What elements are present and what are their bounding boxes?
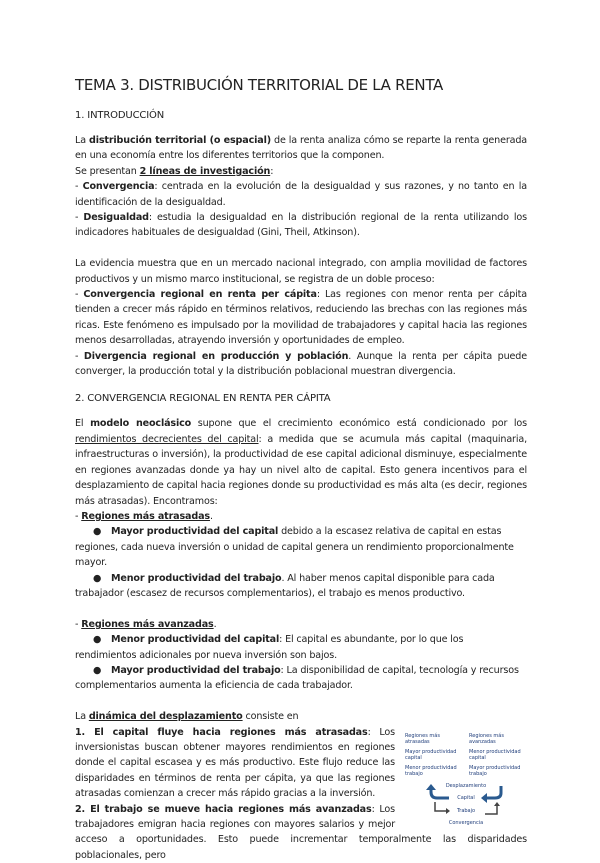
arrow-icon	[494, 802, 500, 806]
bullet-item: ● Menor productividad del trabajo. Al haber menos capital disponible para cada trabajador (escasez de recursos complementarios), el trabajo es menos productivo.	[75, 572, 495, 599]
document-body	[75, 74, 527, 863]
diagram-label: Regiones más avanzadas	[469, 732, 504, 745]
list-item: - Convergencia regional en renta per cápita: Las regiones con menor renta per cápita tienden a crecer más rápido en términos relativos, reduciendo las brechas con las regiones más ricas. Este fenómeno es impulsado por la movilidad de trabajadores y capital hacia las regiones menos desarrolladas, atrayendo inversión y oportunidades de empleo.	[75, 289, 527, 347]
displacement-diagram	[405, 733, 527, 827]
list-item: - Desigualdad: estudia la desigualdad en la distribución regional de la renta utilizando los indicadores habituales de desigualdad (Gini, Theil, Atkinson).	[75, 212, 527, 239]
section-heading-introduccion: 1. INTRODUCCIÓN	[75, 110, 165, 121]
paragraph: La distribución territorial (o espacial) de la renta analiza cómo se reparte la renta generada en una economía entre los diferentes territorios que la componen.	[75, 135, 528, 162]
section-heading-convergencia: 2. CONVERGENCIA REGIONAL EN RENTA PER CÁPITA	[75, 393, 331, 405]
list-item: - Convergencia: centrada en la evolución de la desigualdad y sus razones, y no tanto en la identificación de la desigualdad.	[75, 181, 527, 208]
bullet-item: ● Menor productividad del capital: El capital es abundante, por lo que los rendimientos adicionales por nueva inversión son bajos.	[75, 634, 464, 661]
diagram-label: Capital	[457, 794, 475, 801]
paragraph: Se presentan 2 líneas de investigación:	[75, 165, 274, 177]
page-title: TEMA 3. DISTRIBUCIÓN TERRITORIAL DE LA RENTA	[75, 76, 443, 94]
diagram-label: Convergencia	[448, 819, 484, 826]
bullet-item: ● Mayor productividad del trabajo: La disponibilidad de capital, tecnología y recursos complementarios aumenta la eficiencia de cada trabajador.	[75, 664, 519, 692]
diagram-label: Regiones más atrasadas	[405, 732, 440, 745]
diagram-label: Menor productividad trabajo	[405, 764, 457, 777]
list-item: - Regiones más avanzadas.	[75, 618, 217, 630]
bullet-item: ● Mayor productividad del capital debido a la escasez relativa de capital en estas regiones, cada nueva inversión o unidad de capital genera un rendimiento proporcionalmente mayor.	[75, 526, 514, 569]
diagram-label: Desplazamiento	[445, 782, 487, 789]
diagram-label: Trabajo	[456, 807, 476, 814]
list-item: - Regiones más atrasadas.	[75, 510, 213, 522]
list-item: - Divergencia regional en producción y población. Aunque la renta per cápita puede converger, la producción total y la distribución poblacional muestran divergencia.	[75, 350, 527, 378]
numbered-item: 2. El trabajo se mueve hacia regiones más avanzadas: Los trabajadores emigran hacia regiones con mayores salarios y mejor acceso a oportunidades. Esto puede incrementar temporalmente las disparidades poblacionales, pero	[75, 803, 527, 861]
diagram-label: Mayor productividad trabajo	[469, 764, 521, 777]
paragraph: El modelo neoclásico supone que el crecimiento económico está condicionado por los rendimientos decrecientes del capital: a medida que se acumula más capital (maquinaria, infraestructuras o inversión), la productividad de ese capital adicional disminuye, especialmente en regiones avanzadas donde ya hay un nivel alto de capital. Esto genera incentivos para el desplazamiento de capital hacia regiones donde su productividad es más alta (es decir, regiones más atrasadas). Encontramos:	[75, 418, 527, 507]
paragraph: La dinámica del desplazamiento consiste en	[75, 711, 299, 723]
paragraph: La evidencia muestra que en un mercado nacional integrado, con amplia movilidad de factores productivos y un mismo marco institucional, se registra de un doble proceso:	[75, 258, 527, 285]
diagram-label: Mayor productividad capital	[405, 748, 457, 761]
diagram-label: Menor productividad capital	[469, 748, 521, 761]
numbered-item: 1. El capital fluye hacia regiones más atrasadas: Los inversionistas buscan obtener mayores rendimientos en regiones donde el capital escasea y es más productivo. Este flujo reduce las disparidades en términos de renta per cápita, ya que las regiones atrasadas comienzan a crecer más rápido gracias a la inversión.	[75, 726, 395, 800]
